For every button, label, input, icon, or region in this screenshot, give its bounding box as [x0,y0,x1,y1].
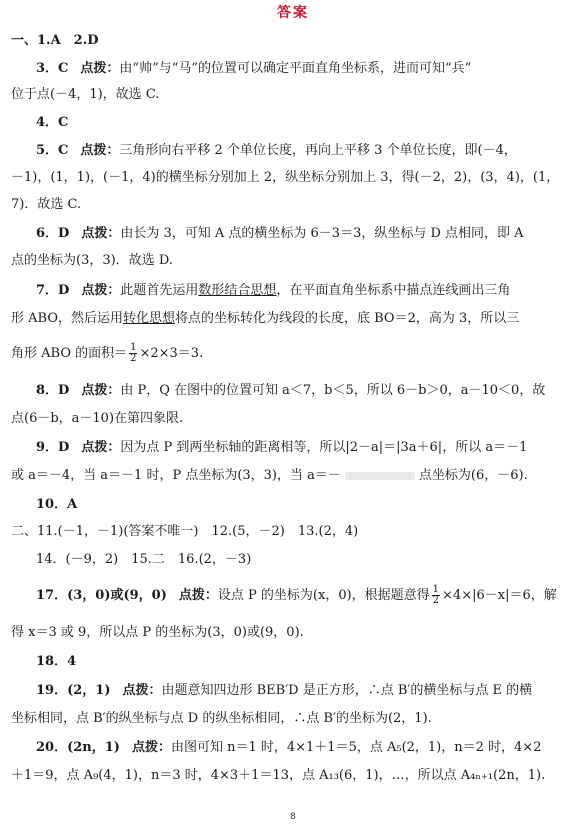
answer-19-text: 由题意知四边形 BEB′D 是正方形，∴点 B′的横坐标与点 E 的横 [161,683,533,698]
answer-7-key: 7．D [36,283,70,298]
answer-19-line-1 [36,683,577,699]
answer-9-line-1 [36,440,577,456]
answer-7-text: 此题首先运用 [120,283,199,298]
answer-3-key: 3．C [36,61,69,76]
answer-17-key: 17．(3，0)或(9，0) [36,588,167,603]
answer-14-16 [36,552,577,568]
hint-label: 点拨： [178,588,218,603]
answer-18-key: 18．4 [36,654,77,669]
answer-7-text: ×2×3＝3. [139,346,204,361]
answer-8-text: 由 P，Q 在图中的位置可知 a＜7，b＜5，所以 6－b＞0，a－10＜0，故 [120,383,546,398]
answer-9-key: 9．D [36,440,70,455]
answer-7-text: ，在平面直角坐标系中描点连线画出三角 [276,283,511,298]
answer-17-text-cont: 得 x＝3 或 9，所以点 P 的坐标为(3，0)或(9，0). [11,625,304,640]
answer-6-text: 由长为 3，可知 A 点的横坐标为 6－3＝3，纵坐标与 D 点相同，即 A [120,226,524,241]
answer-3-text-cont: 位于点(－4，1)，故选 C. [11,87,160,102]
hint-label: 点拨： [81,440,121,455]
answer-7-line-2 [11,311,577,327]
answer-8-key: 8．D [36,383,70,398]
fraction-numerator: 1 [130,342,137,353]
answer-20-text-cont: ＋1＝9，点 A₉(4，1)，n＝3 时，4×3＋1＝13，点 A₁₃(6，1)，…，所以点 A₄ₙ₊₁(2n，1). [11,768,546,783]
answer-9-text: 因为点 P 到两坐标轴的距离相等，所以|2－a|＝|3a＋6|，所以 a＝－1 [120,440,528,455]
fraction-denominator: 2 [130,353,137,364]
answer-3-line-2 [11,87,577,103]
hint-label: 点拨： [131,740,171,755]
fraction-one-half [129,343,137,364]
answer-11-13 [11,524,577,540]
answer-1-2: 一、1.A 2.D [11,33,99,48]
answer-19-line-2 [11,711,577,727]
hint-label: 点拨： [122,683,162,698]
answer-4 [36,115,577,131]
page-title: 答案 [277,5,309,21]
underlined-term: 数形结合思想 [198,283,277,298]
fraction-numerator: 1 [432,584,440,595]
answer-5-key: 5．C [36,143,69,158]
hint-label: 点拨： [81,226,121,241]
answer-7-line-3 [11,342,577,368]
answer-3-text: 由“帅”与“马”的位置可以确定平面直角坐标系，进而可知“兵” [119,61,472,76]
answer-5-line-3 [11,197,577,213]
answer-11-13-text: 二、11.(－1，－1)(答案不唯一) 12.(5，－2) 13.(2，4) [11,524,359,539]
answer-6-line-2 [11,253,577,269]
hint-label: 点拨： [80,143,120,158]
fraction-one-half [432,585,440,606]
hint-label: 点拨： [81,283,121,298]
answer-8-line-1 [36,383,577,399]
answer-20-key: 20．(2n，1) [36,740,120,755]
answer-14-16-text: 14．(－9，2) 15.二 16.(2，－3) [36,552,252,567]
answer-9-text: 或 a＝－4，当 a＝－1 时，P 点坐标为(3，3)，当 a＝－ [11,468,341,483]
answer-7-text: 形 ABO，然后运用 [11,311,123,326]
answer-10 [36,497,577,513]
answer-5-text-cont: －1)，(1，1)，(－1，4)的横坐标分别加上 2，纵坐标分别加上 3，得(－2，2)，(3，4)，(1， [11,170,560,185]
answer-3-line-1 [36,61,577,77]
hint-label: 点拨： [81,383,121,398]
hint-label: 点拨： [80,61,120,76]
page-number: 8 [290,812,296,822]
answer-9-text: 点坐标为(6，－6). [418,468,528,483]
answer-line-1-2 [11,33,577,49]
answer-20-line-2 [11,768,577,784]
answer-6-line-1 [36,226,577,242]
fraction-denominator: 2 [432,595,440,606]
answer-18 [36,654,577,670]
answer-8-text-cont: 点(6－b，a－10)在第四象限. [11,411,184,426]
answer-9-line-2 [11,468,577,484]
answer-17-line-1 [36,584,577,610]
answer-19-key: 19．(2，1) [36,683,111,698]
answer-6-key: 6．D [36,226,70,241]
answer-17-line-2 [11,625,577,641]
answer-7-line-1 [36,283,577,299]
answer-6-text-cont: 点的坐标为(3，3)．故选 D. [11,253,173,268]
answer-7-text: 角形 ABO 的面积＝ [11,346,128,361]
answer-17-text: ×4×|6－x|＝6，解 [442,588,557,603]
answer-7-text: 将点的坐标转化为线段的长度，底 BO＝2，高为 3，所以三 [175,311,520,326]
answer-5-text: 三角形向右平移 2 个单位长度，再向上平移 3 个单位长度，即(－4， [119,143,517,158]
answer-19-text-cont: 坐标相同，点 B′的纵坐标与点 D 的纵坐标相同，∴点 B′的坐标为(2，1). [11,711,432,726]
answer-17-text: 设点 P 的坐标为(x，0)，根据题意得 [217,588,430,603]
obscured-text [345,472,415,480]
answer-10-key: 10．A [36,497,78,512]
answer-5-text-end: 7)．故选 C. [11,197,82,212]
answer-8-line-2 [11,411,577,427]
answer-20-line-1 [36,740,577,756]
answer-5-line-1 [36,143,577,159]
answer-5-line-2 [11,170,577,186]
answer-20-text: 由图可知 n＝1 时，4×1＋1＝5，点 A₅(2，1)，n＝2 时，4×2 [170,740,542,755]
answer-4-key: 4．C [36,115,69,130]
underlined-term: 转化思想 [122,311,175,326]
